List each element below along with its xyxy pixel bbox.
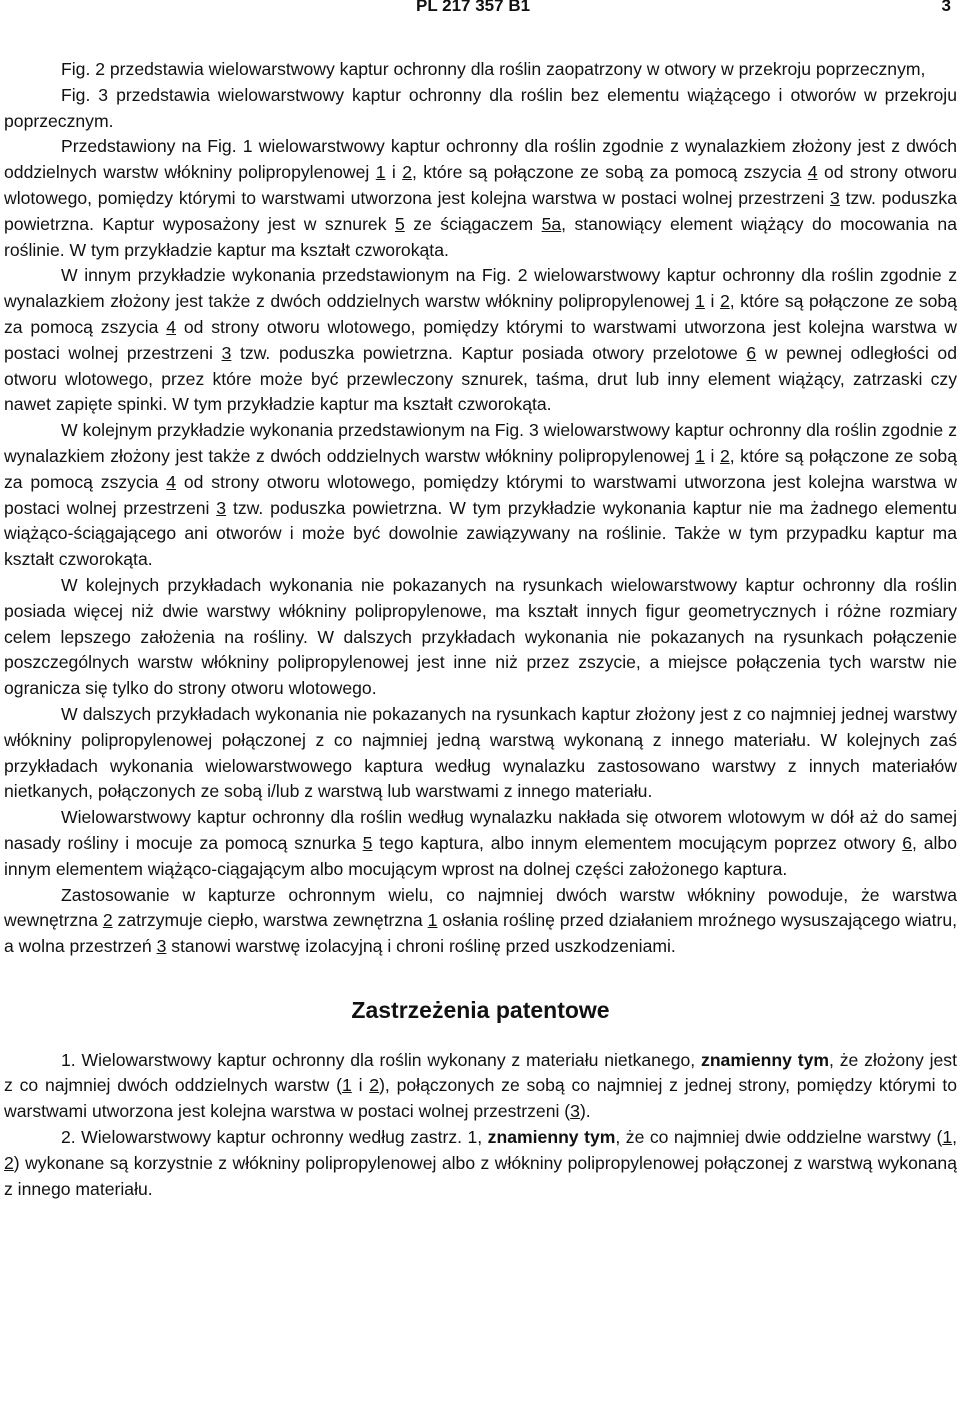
text-run: w pewnej odległości od otworu wlotowego, przez które może być przewleczony sznurek, taśma, drut lub inny element wiążący, zatrzaski czy nawet zapięte spinki. W tym przykładzie kaptur ma kształt czworokąta. <box>4 342 957 415</box>
reference-numeral: 2 <box>719 445 730 466</box>
text-run: tzw. poduszka powietrzna. W tym przykładzie wykonania kaptur nie ma żadnego elementu wiążąco-ściągającego ani otworów i może być dowolnie zawiązywany na roślinie. Także w tym przypadku kaptur ma kształt czworokąta. <box>4 497 957 570</box>
text-run: 1. Wielowarstwowy kaptur ochronny dla roślin wykonany z materiału nietkanego, <box>61 1049 702 1070</box>
page-header <box>0 0 960 24</box>
reference-numeral: 1 <box>695 291 705 312</box>
text-run: , <box>952 1127 958 1148</box>
claim-paragraph <box>4 1125 957 1202</box>
description-paragraph <box>4 134 957 263</box>
text-run: , albo innym elementem wiążąco-ciągającym albo mocującym wprost na dolnej części założonego kaptura. <box>4 832 957 879</box>
text-run: stanowi warstwę izolacyjną i chroni roślinę przed uszkodzeniami. <box>166 936 676 957</box>
text-run: i <box>704 291 720 312</box>
reference-numeral: 1 <box>942 1127 953 1148</box>
text-run: od strony otworu wlotowego, pomiędzy którymi to warstwami utworzona jest kolejna warstwa w postaci wolnej przestrzeni <box>4 316 957 363</box>
description-paragraph <box>4 883 957 960</box>
text-run: 2. Wielowarstwowy kaptur ochronny według zastrz. 1, <box>61 1127 488 1148</box>
reference-numeral: 1 <box>427 910 438 931</box>
text-run: ze ściągaczem <box>404 213 542 234</box>
reference-numeral: 3 <box>221 342 232 363</box>
reference-numeral: 5 <box>362 832 373 853</box>
reference-numeral: 3 <box>830 187 840 208</box>
text-run: Fig. 3 przedstawia wielowarstwowy kaptur ochronny dla roślin bez elementu wiążącego i otworów w przekroju poprzecznym. <box>4 84 957 131</box>
text-run: osłania roślinę przed działaniem mroźnego wysuszającego wiatru, a wolna przestrzeń <box>4 910 957 957</box>
text-run: tego kaptura, albo innym elementem mocującym poprzez otwory <box>372 832 903 853</box>
text-run: W kolejnych przykładach wykonania nie pokazanych na rysunkach wielowarstwowy kaptur ochronny dla roślin posiada więcej niż dwie warstwy włókniny polipropylenowe, ma kształt innych figur geometrycznych i różne rozmiary celem lepszego założenia na rośliny. W dalszych przykładach wykonania nie pokazanych na rysunkach połączenie poszczególnych warstw włókniny polipropylenowej jest inne niż przez zszycie, a miejsce połączenia tych warstw nie ogranicza się tylko do strony otworu wlotowego. <box>4 574 957 699</box>
text-run: Przedstawiony na Fig. 1 wielowarstwowy kaptur ochronny dla roślin zgodnie z wynalazkiem złożony jest z dwóch oddzielnych warstw włókniny polipropylenowej <box>4 136 957 183</box>
reference-numeral: 3 <box>216 497 227 518</box>
text-run: , że złożony jest z co najmniej dwóch oddzielnych warstw ( <box>4 1049 957 1096</box>
text-run: od strony otworu wlotowego, pomiędzy którymi to warstwami utworzona jest kolejna warstwa w postaci wolnej przestrzeni <box>4 162 958 208</box>
text-run: tzw. poduszka powietrzna. Kaptur wyposażony jest w sznurek <box>4 187 957 234</box>
claims-section <box>4 1048 957 1203</box>
reference-numeral: 2 <box>402 162 412 183</box>
text-run: , że co najmniej dwie oddzielne warstwy ( <box>615 1127 943 1148</box>
text-run: i <box>704 445 720 466</box>
description-paragraph <box>4 805 957 882</box>
reference-numeral: 2 <box>4 1152 14 1173</box>
document-body <box>4 57 957 1202</box>
reference-numeral: 4 <box>166 471 177 492</box>
claim-paragraph <box>4 1048 957 1125</box>
reference-numeral: 4 <box>807 162 818 183</box>
claim-characterizing-phrase: znamienny tym <box>701 1049 830 1070</box>
text-run: i <box>385 162 403 183</box>
text-run: zatrzymuje ciepło, warstwa zewnętrzna <box>112 910 428 931</box>
reference-numeral: 3 <box>156 936 167 957</box>
claim-characterizing-phrase: znamienny tym <box>487 1127 616 1148</box>
reference-numeral: 4 <box>166 316 177 337</box>
text-run: Wielowarstwowy kaptur ochronny dla roślin według wynalazku nakłada się otworem wlotowym w dół aż do samej nasady rośliny i mocuje za pomocą sznurka <box>4 807 957 853</box>
text-run: od strony otworu wlotowego, pomiędzy którymi to warstwami utworzona jest kolejna warstwa w postaci wolnej przestrzeni <box>4 471 957 518</box>
description-paragraph <box>4 418 957 573</box>
text-run: W innym przykładzie wykonania przedstawionym na Fig. 2 wielowarstwowy kaptur ochronny dla roślin zgodnie z wynalazkiem złożony jest także z dwóch oddzielnych warstw włókniny polipropylenowej <box>4 265 957 312</box>
reference-numeral: 1 <box>341 1075 352 1096</box>
reference-numeral: 1 <box>375 162 386 183</box>
text-run: W kolejnym przykładzie wykonania przedstawionym na Fig. 3 wielowarstwowy kaptur ochronny dla roślin zgodnie z wynalazkiem złożony jest także z dwóch oddzielnych warstw włókniny polipropylenowej <box>4 420 957 466</box>
reference-numeral: 5a <box>541 213 562 234</box>
patent-number: PL 217 357 B1 <box>416 0 531 15</box>
page-number: 3 <box>941 0 951 15</box>
text-run: , które są połączone ze sobą za pomocą zszycia <box>4 445 958 492</box>
text-run: Zastosowanie w kapturze ochronnym wielu, co najmniej dwóch warstw włókniny powoduje, że warstwa wewnętrzna <box>4 884 957 931</box>
text-run: ), połączonych ze sobą co najmniej z jednej strony, pomiędzy którymi to warstwami utworzona jest kolejna warstwa w postaci wolnej przestrzeni ( <box>4 1075 957 1122</box>
text-run: , które są połączone ze sobą za pomocą zszycia <box>4 291 958 337</box>
reference-numeral: 6 <box>746 342 757 363</box>
reference-numeral: 2 <box>369 1075 380 1096</box>
reference-numeral: 5 <box>394 213 405 234</box>
text-run: ). <box>579 1101 591 1122</box>
description-paragraph <box>4 83 957 135</box>
text-run: tzw. poduszka powietrzna. Kaptur posiada otwory przelotowe <box>231 342 747 363</box>
description-paragraph <box>4 702 957 805</box>
description-paragraph <box>4 57 957 83</box>
reference-numeral: 2 <box>102 910 113 931</box>
text-run: , które są połączone ze sobą za pomocą zszycia <box>411 162 808 183</box>
reference-numeral: 6 <box>902 832 913 853</box>
reference-numeral: 3 <box>570 1101 580 1122</box>
claims-heading: Zastrzeżenia patentowe <box>351 996 610 1023</box>
reference-numeral: 2 <box>719 291 730 312</box>
text-run: , stanowiący element wiążący do mocowania na roślinie. W tym przykładzie kaptur ma kształt czworokąta. <box>4 213 958 260</box>
description-paragraph <box>4 263 957 418</box>
text-run: ) wykonane są korzystnie z włókniny polipropylenowej albo z włókniny polipropylenowej połączonej z warstwą wykonaną z innego materiału. <box>4 1152 957 1199</box>
text-run: i <box>351 1075 370 1096</box>
text-run: W dalszych przykładach wykonania nie pokazanych na rysunkach kaptur złożony jest z co najmniej jednej warstwy włókniny polipropylenowej połączonej z co najmniej jedną warstwą wykonaną z innego materiału. W kolejnych zaś przykładach wykonania wielowarstwowego kaptura według wynalazku zastosowano warstwy z innych materiałów nietkanych, połączonych ze sobą i/lub z warstwą lub warstwami z innego materiału. <box>4 703 957 802</box>
description-section <box>4 57 957 960</box>
text-run: Fig. 2 przedstawia wielowarstwowy kaptur ochronny dla roślin zaopatrzony w otwory w przekroju poprzecznym, <box>61 59 926 79</box>
reference-numeral: 1 <box>695 445 705 466</box>
description-paragraph <box>4 573 957 702</box>
